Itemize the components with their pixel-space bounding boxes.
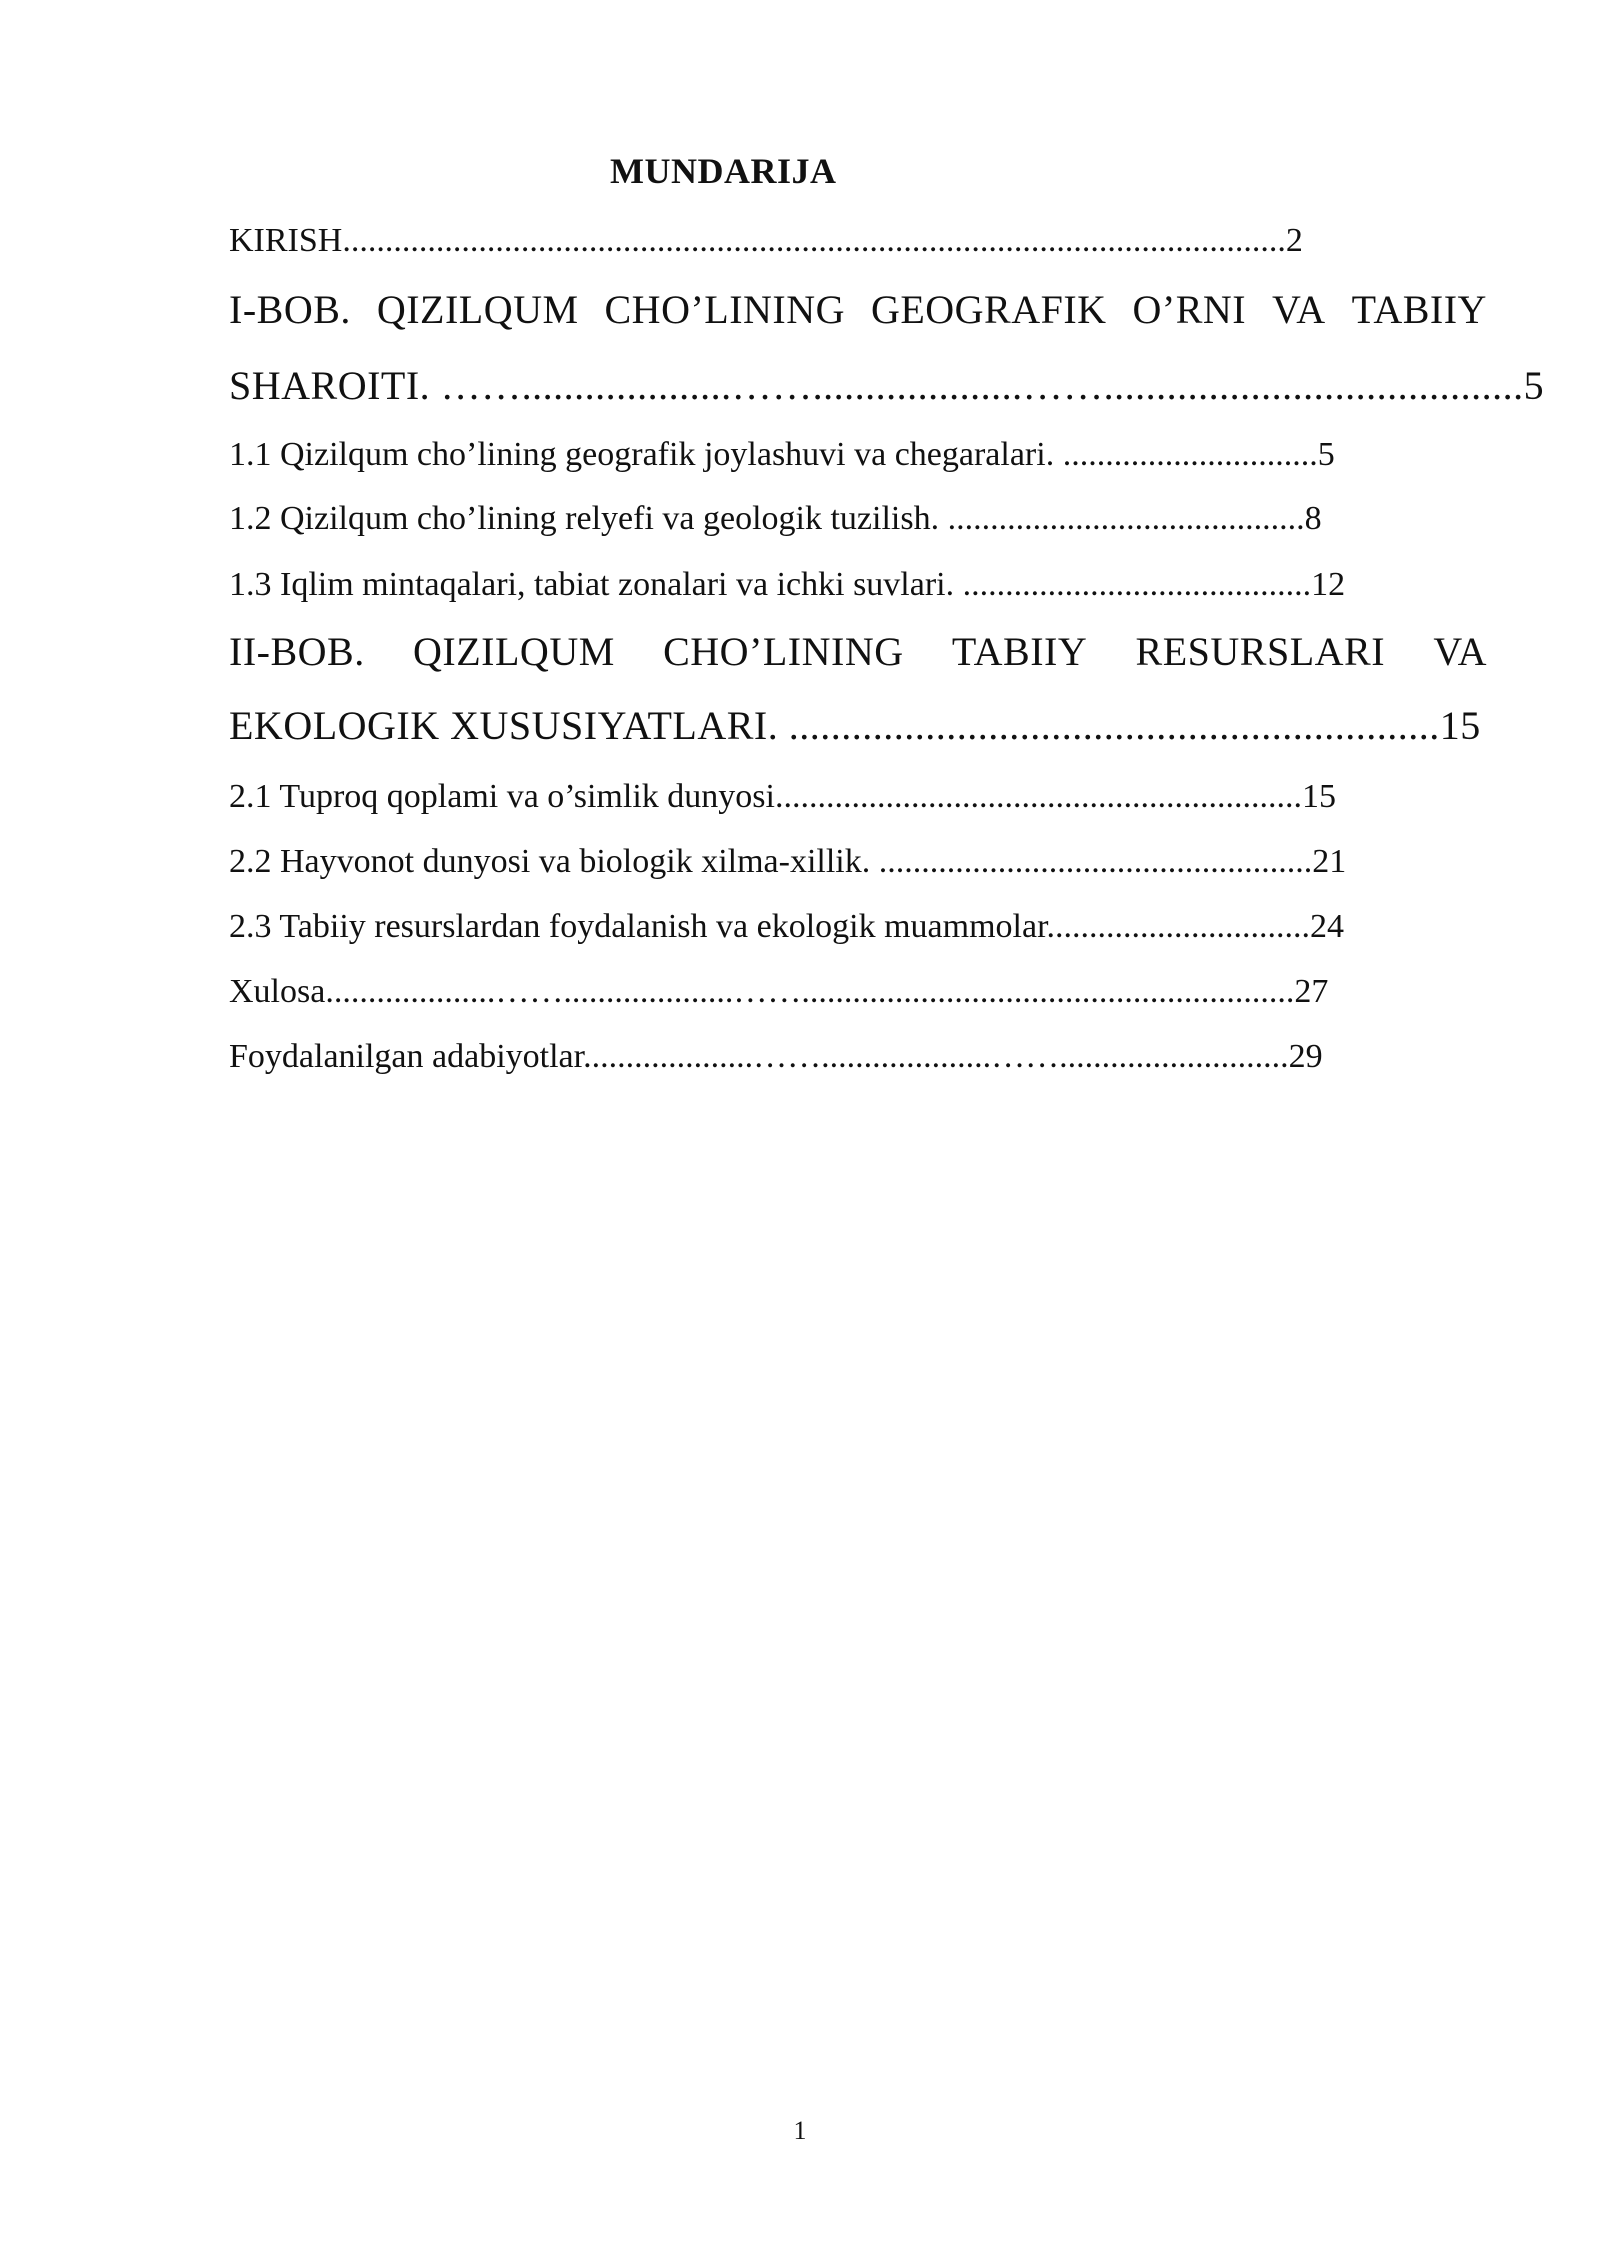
toc-word: GEOGRAFIK bbox=[870, 287, 1107, 332]
toc-word: O’RNI bbox=[1132, 287, 1247, 332]
toc-entry-chapter-2-heading bbox=[229, 629, 1487, 674]
toc-entry-section-1-1: 1.1 Qizilqum cho’lining geografik joylashuvi va chegaralari. ..............................5 bbox=[229, 436, 1335, 473]
toc-word: QIZILQUM bbox=[376, 287, 579, 332]
toc-entry-section-1-2: 1.2 Qizilqum cho’lining relyefi va geologik tuzilish. ..........................................8 bbox=[229, 500, 1322, 537]
toc-word: RESURSLARI bbox=[1135, 629, 1386, 674]
toc-entry-chapter-1-heading bbox=[229, 287, 1487, 332]
toc-word: TABIIY bbox=[1351, 287, 1487, 332]
toc-word: VA bbox=[1433, 629, 1487, 674]
toc-word: TABIIY bbox=[951, 629, 1088, 674]
toc-entry-kirish: KIRISH...............................................................................................................2 bbox=[229, 222, 1303, 259]
toc-word: VA bbox=[1272, 287, 1326, 332]
toc-entry-section-1-3: 1.3 Iqlim mintaqalari, tabiat zonalari va ichki suvlari. .........................................12 bbox=[229, 566, 1346, 603]
page-number: 1 bbox=[793, 2116, 807, 2145]
toc-word: QIZILQUM bbox=[413, 629, 615, 674]
toc-entry-xulosa: Xulosa....................……....................……..........................................................27 bbox=[229, 973, 1329, 1010]
toc-entry-section-2-1: 2.1 Tuproq qoplami va o’simlik dunyosi..............................................................15 bbox=[229, 778, 1336, 815]
toc-word: I-BOB. bbox=[229, 287, 351, 332]
toc-word: CHO’LINING bbox=[663, 629, 904, 674]
toc-title: MUNDARIJA bbox=[610, 151, 837, 191]
toc-entry-section-2-3: 2.3 Tabiiy resurslardan foydalanish va ekologik muammolar...............................24 bbox=[229, 908, 1345, 945]
toc-entry-section-2-2: 2.2 Hayvonot dunyosi va biologik xilma-xillik. ...................................................21 bbox=[229, 843, 1347, 880]
toc-word: CHO’LINING bbox=[604, 287, 846, 332]
toc-entry-adabiyotlar: Foydalanilgan adabiyotlar....................……....................……...........................29 bbox=[229, 1038, 1323, 1075]
toc-entry-chapter-1-heading-cont: SHAROITI. ……....................……....................……........................................5 bbox=[229, 363, 1545, 408]
toc-word: II-BOB. bbox=[229, 629, 365, 674]
toc-entry-chapter-2-heading-cont: EKOLOGIK XUSUSIYATLARI. ..............................................................15 bbox=[229, 703, 1481, 748]
